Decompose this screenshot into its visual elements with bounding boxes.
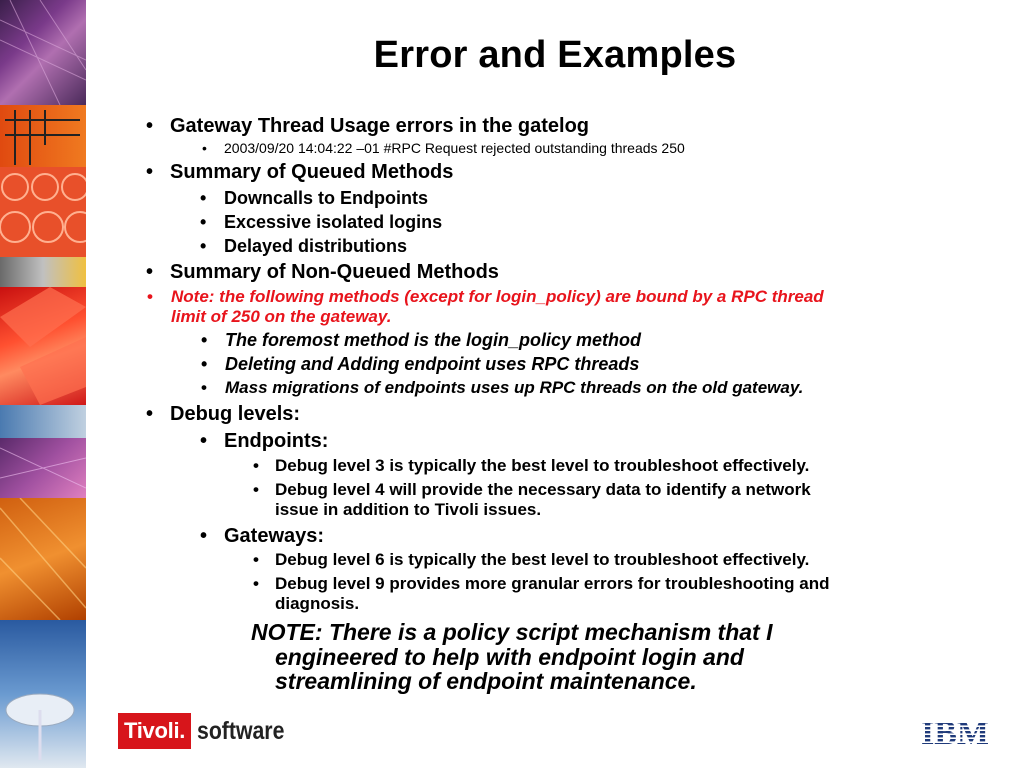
bullet-text: Gateway Thread Usage errors in the gatelog <box>170 115 590 137</box>
slide-title: Error and Examples <box>373 34 737 76</box>
bullet-text: Note: the following methods (except for login_policy) are bound by a RPC thread <box>171 287 824 306</box>
bullet-marker: • <box>253 574 259 593</box>
bullet-debug-level-3 <box>253 456 810 476</box>
bullet-gateway-thread-errors <box>146 114 590 138</box>
bullet-text: Mass migrations of endpoints uses up RPC threads on the old gateway. <box>225 378 804 397</box>
bullet-marker: • <box>146 403 154 425</box>
tivoli-logo-product: software <box>197 716 285 745</box>
bullet-marker: • <box>253 456 259 475</box>
bullet-isolated-logins <box>200 211 443 233</box>
bullet-marker: • <box>201 378 207 397</box>
bullet-debug-level-6 <box>253 550 810 570</box>
note-line: engineered to help with endpoint login and <box>275 643 744 670</box>
bullet-text: Endpoints: <box>224 430 329 452</box>
bullet-queued-methods <box>146 160 454 184</box>
bullet-marker: • <box>146 161 154 183</box>
bullet-marker: • <box>200 236 207 256</box>
bullet-deleting-adding <box>201 353 640 375</box>
bullet-text: Debug levels: <box>170 403 301 425</box>
bullet-text-continued: diagnosis. <box>275 594 360 613</box>
ibm-logo <box>915 715 995 747</box>
bullet-marker: • <box>201 330 208 350</box>
bullet-text: Gateways: <box>224 525 325 547</box>
bullet-endpoints <box>200 429 329 453</box>
bullet-debug-level-4 <box>253 480 811 520</box>
bullet-text: Downcalls to Endpoints <box>224 188 429 208</box>
bullet-text: Debug level 6 is typically the best level to troubleshoot effectively. <box>275 550 810 569</box>
bullet-downcalls <box>200 187 429 209</box>
bullet-marker: • <box>253 550 259 569</box>
bullet-text-continued: issue in addition to Tivoli issues. <box>275 500 542 519</box>
bullet-marker: • <box>146 261 154 283</box>
bullet-debug-level-9 <box>253 574 830 614</box>
bullet-marker: • <box>201 354 208 374</box>
bullet-mass-migrations <box>201 377 804 399</box>
tivoli-software-logo <box>118 713 300 749</box>
note-line: NOTE: There is a policy script mechanism that I <box>251 619 773 645</box>
bullet-marker: • <box>200 430 208 452</box>
bullet-non-queued-methods <box>146 260 499 284</box>
bullet-text: The foremost method is the login_policy method <box>225 330 642 350</box>
ibm-logo-graphic <box>915 715 995 747</box>
bullet-gateways <box>200 524 325 548</box>
bullet-marker: • <box>200 188 207 208</box>
bullet-rpc-thread-note <box>147 287 824 327</box>
bullet-login-policy <box>201 329 642 351</box>
bullet-text: Debug level 9 provides more granular errors for troubleshooting and <box>275 574 830 593</box>
bullet-delayed-distributions <box>200 235 408 257</box>
bullet-text: Deleting and Adding endpoint uses RPC threads <box>225 354 640 374</box>
note-line: streamlining of endpoint maintenance. <box>275 668 697 694</box>
bullet-text: Excessive isolated logins <box>224 212 443 232</box>
bullet-text: Delayed distributions <box>224 236 408 256</box>
bullet-debug-levels <box>146 402 301 426</box>
bullet-text: Summary of Non-Queued Methods <box>170 261 499 283</box>
bullet-text: Summary of Queued Methods <box>170 161 454 183</box>
bullet-marker: • <box>147 287 153 306</box>
policy-script-note <box>251 620 772 694</box>
tivoli-logo-mark: Tivoli. <box>118 713 191 749</box>
bullet-marker: • <box>200 525 208 547</box>
ibm-logo-text: IBM <box>921 715 989 747</box>
bullet-text-continued: limit of 250 on the gateway. <box>171 307 392 326</box>
bullet-marker: • <box>146 115 154 137</box>
bullet-marker: • <box>200 212 207 232</box>
bullet-marker: • <box>202 140 207 156</box>
bullet-log-entry <box>202 140 685 156</box>
bullet-text: 2003/09/20 14:04:22 –01 #RPC Request rejected outstanding threads 250 <box>224 140 685 156</box>
bullet-marker: • <box>253 480 259 499</box>
bullet-text: Debug level 4 will provide the necessary data to identify a network <box>275 480 811 499</box>
bullet-text: Debug level 3 is typically the best level to troubleshoot effectively. <box>275 456 810 475</box>
